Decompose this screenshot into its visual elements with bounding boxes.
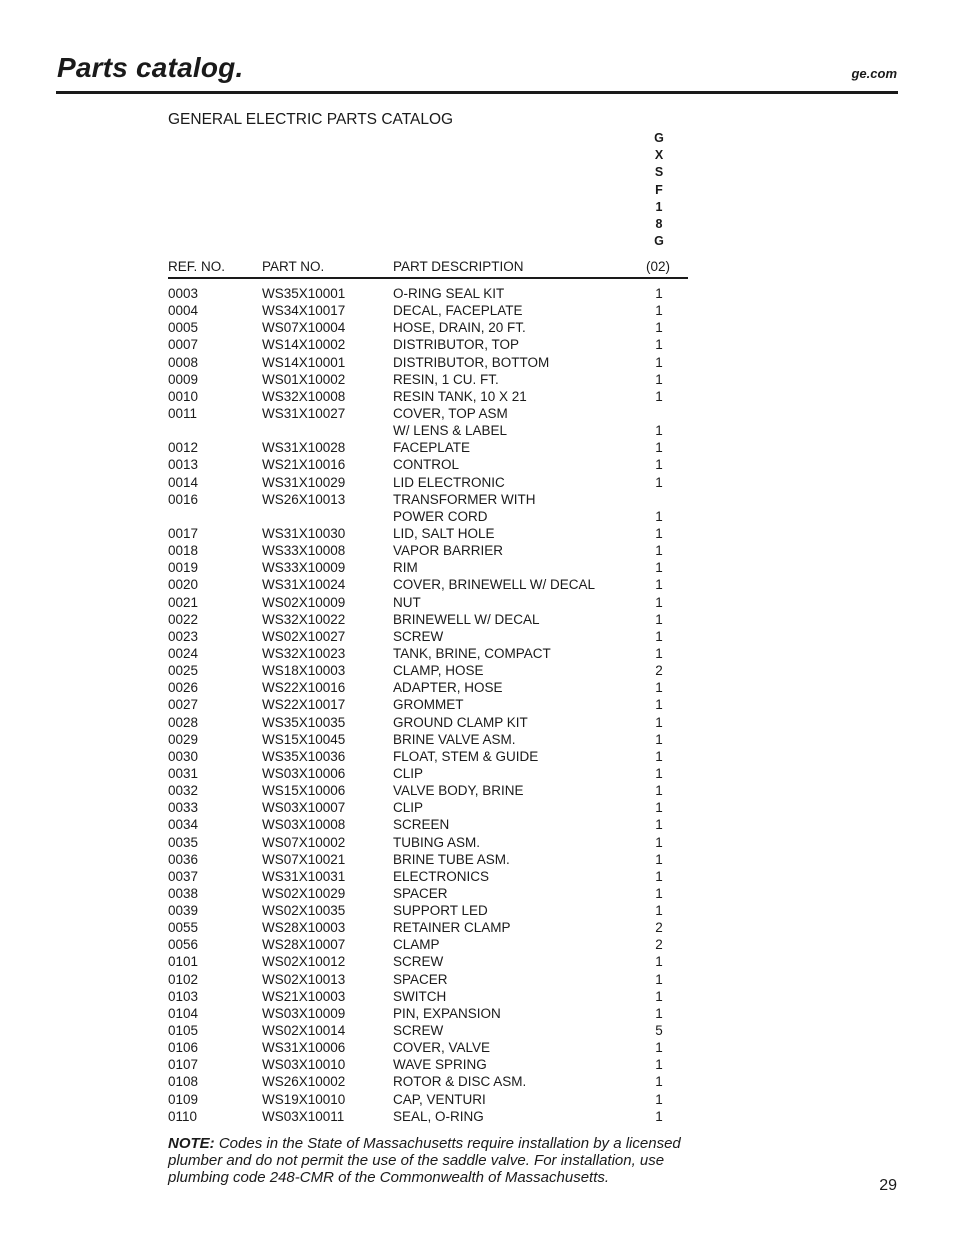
- ref-number-cell: 0004: [168, 303, 199, 319]
- page-number: 29: [879, 1177, 897, 1194]
- table-row: [0, 576, 954, 593]
- column-header-quantity: (02): [646, 259, 671, 274]
- ref-number-cell: 0033: [168, 800, 199, 816]
- part-description-cell: SPACER: [393, 885, 448, 901]
- ref-number-cell: 0031: [168, 765, 199, 781]
- part-number-cell: WS33X10008: [262, 543, 346, 559]
- quantity-cell: 1: [655, 851, 663, 867]
- part-number-cell: WS31X10027: [262, 405, 346, 421]
- part-description-cell: RETAINER CLAMP: [393, 920, 511, 936]
- table-row: [0, 456, 954, 473]
- part-description-cell: SCREEN: [393, 817, 450, 833]
- table-row: [0, 885, 954, 902]
- part-description-cell: VAPOR BARRIER: [393, 543, 504, 559]
- table-row: [0, 371, 954, 388]
- ref-number-cell: 0016: [168, 491, 199, 507]
- model-letter: 8: [655, 217, 663, 232]
- table-row: [0, 422, 954, 439]
- column-header-rule: [168, 277, 688, 279]
- ref-number-cell: 0102: [168, 971, 199, 987]
- part-description-cell: CLAMP, HOSE: [393, 663, 484, 679]
- table-row: [0, 1022, 954, 1039]
- quantity-cell: 1: [655, 474, 663, 490]
- part-description-cell: CAP, VENTURI: [393, 1091, 486, 1107]
- table-row: [0, 919, 954, 936]
- part-number-cell: WS21X10016: [262, 457, 346, 473]
- part-number-cell: WS21X10003: [262, 988, 346, 1004]
- part-number-cell: WS03X10009: [262, 1005, 346, 1021]
- part-description-cell: DISTRIBUTOR, TOP: [393, 337, 520, 353]
- ref-number-cell: 0013: [168, 457, 199, 473]
- ref-number-cell: 0017: [168, 525, 199, 541]
- table-row: [0, 1108, 954, 1125]
- table-row: [0, 611, 954, 628]
- ref-number-cell: 0107: [168, 1057, 199, 1073]
- ref-number-cell: 0003: [168, 286, 199, 301]
- ref-number-cell: 0010: [168, 388, 199, 404]
- part-description-cell: TUBING ASM.: [393, 834, 481, 850]
- ref-number-cell: 0011: [168, 405, 198, 421]
- table-row: [0, 851, 954, 868]
- ref-number-cell: 0014: [168, 474, 199, 490]
- part-number-cell: WS31X10031: [262, 868, 346, 884]
- quantity-cell: 1: [655, 748, 663, 764]
- quantity-cell: 1: [655, 388, 663, 404]
- table-row: [0, 679, 954, 696]
- part-description-cell: GROMMET: [393, 697, 464, 713]
- table-row: [0, 834, 954, 851]
- part-description-cell: RIM: [393, 560, 418, 576]
- table-row: [0, 525, 954, 542]
- table-row: [0, 388, 954, 405]
- quantity-cell: 1: [655, 697, 663, 713]
- table-row: [0, 902, 954, 919]
- part-number-cell: WS35X10001: [262, 286, 346, 301]
- ref-number-cell: 0025: [168, 663, 199, 679]
- column-header-description: PART DESCRIPTION: [393, 259, 524, 274]
- quantity-cell: 1: [655, 286, 663, 301]
- part-description-cell: HOSE, DRAIN, 20 FT.: [393, 320, 526, 336]
- part-number-cell: WS35X10036: [262, 748, 346, 764]
- ref-number-cell: 0012: [168, 440, 199, 456]
- part-description-cell: COVER, TOP ASM: [393, 405, 508, 421]
- table-row: [0, 714, 954, 731]
- ref-number-cell: 0007: [168, 337, 199, 353]
- part-number-cell: WS07X10021: [262, 851, 346, 867]
- ref-number-cell: 0005: [168, 320, 199, 336]
- part-number-cell: WS18X10003: [262, 663, 346, 679]
- model-number-vertical: [648, 130, 670, 250]
- ref-number-cell: 0027: [168, 697, 199, 713]
- ref-number-cell: 0008: [168, 354, 199, 370]
- part-description-cell: BRINE VALVE ASM.: [393, 731, 516, 747]
- part-description-cell: ROTOR & DISC ASM.: [393, 1074, 527, 1090]
- quantity-cell: 1: [655, 543, 663, 559]
- quantity-cell: 1: [655, 440, 663, 456]
- part-number-cell: WS31X10030: [262, 525, 346, 541]
- ref-number-cell: 0101: [168, 954, 199, 970]
- part-number-cell: WS14X10001: [262, 354, 346, 370]
- part-number-cell: WS02X10013: [262, 971, 346, 987]
- ref-number-cell: 0108: [168, 1074, 199, 1090]
- table-row: [0, 971, 954, 988]
- quantity-cell: 1: [655, 988, 663, 1004]
- part-description-cell: ADAPTER, HOSE: [393, 680, 503, 696]
- part-description-cell: CLIP: [393, 765, 424, 781]
- table-row: [0, 799, 954, 816]
- table-row: [0, 1005, 954, 1022]
- table-row: [0, 354, 954, 371]
- part-number-cell: WS03X10006: [262, 765, 346, 781]
- table-row: [0, 285, 954, 302]
- part-description-cell: FACEPLATE: [393, 440, 471, 456]
- part-description-cell: SWITCH: [393, 988, 447, 1004]
- table-row: [0, 405, 954, 422]
- part-number-cell: WS32X10023: [262, 645, 346, 661]
- part-number-cell: WS32X10022: [262, 611, 346, 627]
- part-description-cell: DECAL, FACEPLATE: [393, 303, 523, 319]
- quantity-cell: 2: [655, 937, 663, 953]
- quantity-cell: 1: [655, 628, 663, 644]
- part-number-cell: WS22X10016: [262, 680, 346, 696]
- column-header-ref: REF. NO.: [168, 259, 226, 274]
- table-row: [0, 662, 954, 679]
- ref-number-cell: 0026: [168, 680, 199, 696]
- part-number-cell: WS33X10009: [262, 560, 346, 576]
- part-number-cell: WS03X10007: [262, 800, 346, 816]
- quantity-cell: 1: [655, 817, 663, 833]
- part-number-cell: WS02X10012: [262, 954, 346, 970]
- quantity-cell: 1: [655, 354, 663, 370]
- table-row: [0, 765, 954, 782]
- quantity-cell: 1: [655, 423, 663, 439]
- table-row: [0, 1039, 954, 1056]
- ref-number-cell: 0039: [168, 903, 199, 919]
- quantity-cell: 1: [655, 337, 663, 353]
- table-row: [0, 474, 954, 491]
- model-letter: 1: [655, 199, 663, 214]
- ref-number-cell: 0036: [168, 851, 199, 867]
- quantity-cell: 1: [655, 525, 663, 541]
- quantity-cell: 1: [655, 560, 663, 576]
- quantity-cell: 1: [655, 457, 663, 473]
- part-description-cell: SCREW: [393, 628, 444, 644]
- part-number-cell: WS31X10024: [262, 577, 346, 593]
- quantity-cell: 1: [655, 971, 663, 987]
- table-row: [0, 594, 954, 611]
- part-number-cell: WS32X10008: [262, 388, 346, 404]
- quantity-cell: 1: [655, 508, 663, 524]
- table-row: [0, 696, 954, 713]
- quantity-cell: 1: [655, 680, 663, 696]
- ref-number-cell: 0038: [168, 885, 199, 901]
- part-description-cell: COVER, VALVE: [393, 1040, 491, 1056]
- part-number-cell: WS26X10013: [262, 491, 346, 507]
- model-letter: G: [654, 234, 664, 249]
- part-number-cell: WS07X10004: [262, 320, 346, 336]
- quantity-cell: 1: [655, 1057, 663, 1073]
- table-row: [0, 988, 954, 1005]
- quantity-cell: 1: [655, 371, 663, 387]
- quantity-cell: 1: [655, 320, 663, 336]
- part-number-cell: WS31X10028: [262, 440, 346, 456]
- ref-number-cell: 0022: [168, 611, 199, 627]
- part-number-cell: WS02X10029: [262, 885, 346, 901]
- site-label: ge.com: [851, 66, 897, 81]
- quantity-cell: 5: [655, 1023, 663, 1039]
- part-number-cell: WS31X10029: [262, 474, 346, 490]
- part-number-cell: WS35X10035: [262, 714, 346, 730]
- ref-number-cell: 0034: [168, 817, 199, 833]
- ref-number-cell: 0106: [168, 1040, 199, 1056]
- quantity-cell: 1: [655, 903, 663, 919]
- quantity-cell: 1: [655, 1091, 663, 1107]
- part-number-cell: WS03X10010: [262, 1057, 346, 1073]
- ref-number-cell: 0020: [168, 577, 199, 593]
- part-description-cell: PIN, EXPANSION: [393, 1005, 501, 1021]
- part-number-cell: WS02X10014: [262, 1023, 346, 1039]
- part-description-cell: W/ LENS & LABEL: [393, 423, 508, 439]
- quantity-cell: 1: [655, 800, 663, 816]
- header-rule: [56, 91, 898, 94]
- table-row: [0, 1056, 954, 1073]
- table-row: [0, 816, 954, 833]
- table-row: [0, 1091, 954, 1108]
- part-description-cell: TRANSFORMER WITH: [393, 491, 536, 507]
- table-row: [0, 542, 954, 559]
- table-row: [0, 748, 954, 765]
- part-number-cell: WS19X10010: [262, 1091, 346, 1107]
- ref-number-cell: 0109: [168, 1091, 199, 1107]
- part-number-cell: WS14X10002: [262, 337, 346, 353]
- part-description-cell: SUPPORT LED: [393, 903, 488, 919]
- part-description-cell: POWER CORD: [393, 508, 488, 524]
- ref-number-cell: 0035: [168, 834, 199, 850]
- part-number-cell: WS02X10009: [262, 594, 346, 610]
- part-description-cell: FLOAT, STEM & GUIDE: [393, 748, 539, 764]
- table-row: [0, 302, 954, 319]
- quantity-cell: 1: [655, 303, 663, 319]
- model-letter: G: [654, 131, 664, 145]
- part-description-cell: BRINE TUBE ASM.: [393, 851, 510, 867]
- quantity-cell: 2: [655, 663, 663, 679]
- part-description-cell: SPACER: [393, 971, 448, 987]
- part-description-cell: SCREW: [393, 1023, 444, 1039]
- part-number-cell: WS34X10017: [262, 303, 346, 319]
- catalog-title: GENERAL ELECTRIC PARTS CATALOG: [168, 111, 454, 128]
- table-row: [0, 336, 954, 353]
- part-number-cell: WS22X10017: [262, 697, 346, 713]
- table-row: [0, 731, 954, 748]
- part-description-cell: CLAMP: [393, 937, 440, 953]
- part-number-cell: WS07X10002: [262, 834, 346, 850]
- page-title: Parts catalog.: [57, 52, 244, 83]
- quantity-cell: 1: [655, 611, 663, 627]
- ref-number-cell: 0009: [168, 371, 199, 387]
- model-letter: X: [654, 148, 664, 163]
- table-row: [0, 439, 954, 456]
- ref-number-cell: 0055: [168, 920, 199, 936]
- note-label: NOTE:: [168, 1135, 215, 1152]
- ref-number-cell: 0103: [168, 988, 199, 1004]
- part-number-cell: WS01X10002: [262, 371, 346, 387]
- quantity-cell: 1: [655, 645, 663, 661]
- quantity-cell: 1: [655, 714, 663, 730]
- quantity-cell: 1: [655, 1108, 663, 1124]
- part-number-cell: WS15X10006: [262, 783, 346, 799]
- quantity-cell: 2: [655, 920, 663, 936]
- ref-number-cell: 0056: [168, 937, 199, 953]
- model-letter: F: [655, 182, 663, 197]
- part-description-cell: COVER, BRINEWELL W/ DECAL: [393, 577, 596, 593]
- table-row: [0, 645, 954, 662]
- part-number-cell: WS03X10008: [262, 817, 346, 833]
- table-row: [0, 953, 954, 970]
- part-number-cell: WS31X10006: [262, 1040, 346, 1056]
- quantity-cell: 1: [655, 1040, 663, 1056]
- quantity-cell: 1: [655, 731, 663, 747]
- part-description-cell: GROUND CLAMP KIT: [393, 714, 528, 730]
- ref-number-cell: 0104: [168, 1005, 199, 1021]
- table-row: [0, 628, 954, 645]
- part-description-cell: TANK, BRINE, COMPACT: [393, 645, 551, 661]
- ref-number-cell: 0105: [168, 1023, 199, 1039]
- table-row: [0, 936, 954, 953]
- ref-number-cell: 0019: [168, 560, 199, 576]
- quantity-cell: 1: [655, 577, 663, 593]
- part-number-cell: WS26X10002: [262, 1074, 346, 1090]
- quantity-cell: 1: [655, 1074, 663, 1090]
- model-letter: S: [654, 165, 664, 180]
- ref-number-cell: 0023: [168, 628, 199, 644]
- table-row: [0, 559, 954, 576]
- quantity-cell: 1: [655, 868, 663, 884]
- quantity-cell: 1: [655, 954, 663, 970]
- part-description-cell: LID ELECTRONIC: [393, 474, 505, 490]
- ref-number-cell: 0021: [168, 594, 199, 610]
- ref-number-cell: 0110: [168, 1108, 198, 1124]
- part-description-cell: BRINEWELL W/ DECAL: [393, 611, 540, 627]
- part-description-cell: WAVE SPRING: [393, 1057, 487, 1073]
- part-description-cell: VALVE BODY, BRINE: [393, 783, 524, 799]
- note-text: Codes in the State of Massachusetts require installation by a licensed plumber and do not permit the use of the saddle valve. For installation, use plumbing code 248-CMR of the Commonwealth of Massachusetts.: [168, 1135, 681, 1187]
- massachusetts-note: [168, 1135, 728, 1187]
- part-description-cell: O-RING SEAL KIT: [393, 286, 505, 301]
- part-description-cell: CLIP: [393, 800, 424, 816]
- part-description-cell: NUT: [393, 594, 421, 610]
- table-row: [0, 491, 954, 508]
- table-row: [0, 508, 954, 525]
- part-description-cell: SCREW: [393, 954, 444, 970]
- table-row: [0, 868, 954, 885]
- part-number-cell: WS28X10007: [262, 937, 346, 953]
- ref-number-cell: 0024: [168, 645, 199, 661]
- ref-number-cell: 0037: [168, 868, 199, 884]
- part-number-cell: WS28X10003: [262, 920, 346, 936]
- part-description-cell: CONTROL: [393, 457, 460, 473]
- table-row: [0, 319, 954, 336]
- ref-number-cell: 0030: [168, 748, 199, 764]
- ref-number-cell: 0028: [168, 714, 199, 730]
- ref-number-cell: 0029: [168, 731, 199, 747]
- parts-table: [0, 285, 954, 1125]
- part-number-cell: WS02X10027: [262, 628, 346, 644]
- ref-number-cell: 0032: [168, 783, 199, 799]
- part-description-cell: RESIN, 1 CU. FT.: [393, 371, 499, 387]
- quantity-cell: 1: [655, 594, 663, 610]
- quantity-cell: 1: [655, 834, 663, 850]
- part-number-cell: WS15X10045: [262, 731, 346, 747]
- table-row: [0, 782, 954, 799]
- quantity-cell: 1: [655, 885, 663, 901]
- quantity-cell: 1: [655, 783, 663, 799]
- part-description-cell: SEAL, O-RING: [393, 1108, 484, 1124]
- quantity-cell: 1: [655, 765, 663, 781]
- part-number-cell: WS02X10035: [262, 903, 346, 919]
- part-description-cell: ELECTRONICS: [393, 868, 490, 884]
- quantity-cell: 1: [655, 1005, 663, 1021]
- column-header-part: PART NO.: [262, 259, 325, 274]
- part-number-cell: WS03X10011: [262, 1108, 345, 1124]
- part-description-cell: DISTRIBUTOR, BOTTOM: [393, 354, 550, 370]
- ref-number-cell: 0018: [168, 543, 199, 559]
- table-row: [0, 1073, 954, 1090]
- part-description-cell: RESIN TANK, 10 X 21: [393, 388, 527, 404]
- part-description-cell: LID, SALT HOLE: [393, 525, 495, 541]
